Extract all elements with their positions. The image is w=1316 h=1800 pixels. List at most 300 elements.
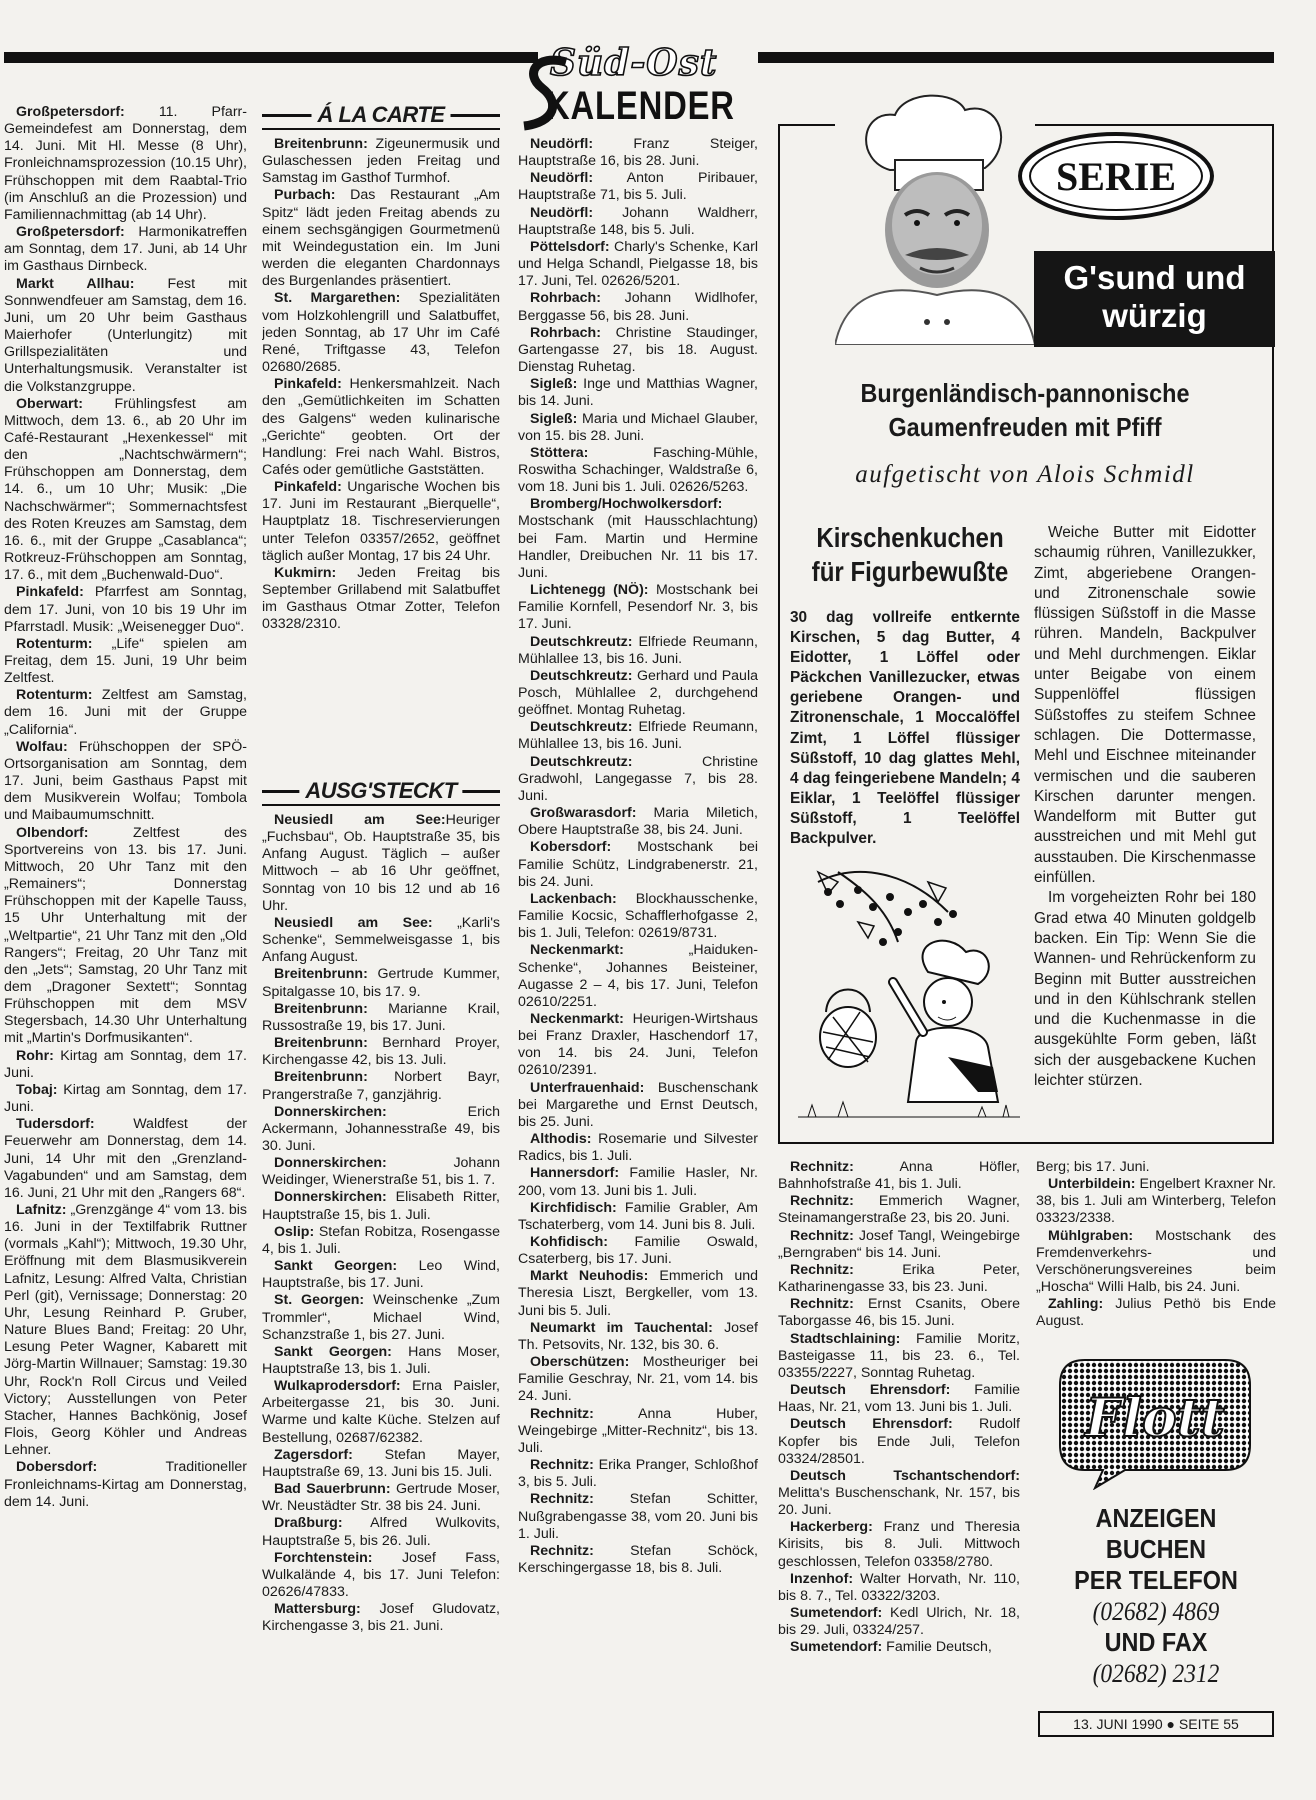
listing-text: Josef Tangl, Weingebirge „Berngraben“ bis 14. Juni. [778, 1227, 1020, 1261]
recipe-title-line1: Kirschenkuchen [816, 522, 1004, 553]
listing-text: Anna Höfler, Bahnhofstraße 41, bis 1. Juli. [778, 1159, 1020, 1193]
listing-place: Kohfidisch: [530, 1234, 609, 1250]
listing-place: Deutsch Ehrensdorf: [790, 1382, 951, 1399]
listing-place: Unterfrauenhaid: [530, 1079, 645, 1096]
listing-text: Buschenschank bei Margarethe und Ernst Deutsch, bis 25. Juni. [518, 1079, 758, 1130]
listing-text: Christine Gradwohl, Langegasse 7, bis 28. Juni. [518, 753, 758, 804]
listing-place: Deutschkreutz: [530, 753, 633, 770]
listing-text: Jeden Freitag bis September Grillabend mit Salatbuffet im Gasthaus Otmar Zotter, Telefon 03328/2310. [262, 564, 500, 633]
listing-place: Rechnitz: [530, 1457, 594, 1474]
listing-place: Oslip: [274, 1223, 315, 1240]
listing-text: Emmerich Wagner, Steinamangerstraße 23, bis 20. Juni. [778, 1193, 1020, 1227]
listing-place: Breitenbrunn: [274, 1035, 368, 1052]
listing-text: Waldfest der Feuerwehr am Donnerstag, dem 14. Juni, 14 Uhr mit den „Grenzland-Vagabunden“ und am Samstag, dem 16. Juni, 21 Uhr mit den „Rangers 68“. [4, 1116, 247, 1201]
listing-entry [4, 1048, 247, 1082]
serie-byline: aufgetischt von Alois Schmidl [855, 461, 1195, 488]
listing-text: Engelbert Kraxner Nr. 38, bis 1. Juli am Winterberg, Telefon 03323/2338. [1036, 1176, 1276, 1227]
listing-entry [518, 1080, 758, 1131]
listing-text: Bernhard Proyer, Kirchengasse 42, bis 13. Juli. [262, 1035, 500, 1069]
listing-text: Traditioneller Fronleichnams-Kirtag am Donnerstag, dem 14. Juni. [4, 1459, 247, 1510]
listing-place: St. Margarethen: [274, 290, 401, 307]
listing-place: Bromberg/Hochwolkersdorf: [530, 496, 723, 513]
listing-entry [4, 739, 247, 825]
ausgsteckt-column [262, 812, 500, 1762]
listing-entry [778, 1193, 1020, 1227]
listing-place: Rotenturm: [16, 687, 93, 704]
chef-cherry-illustration [798, 852, 1020, 1127]
listing-entry [4, 584, 247, 635]
listing-place: Stadtschlaining: [790, 1330, 901, 1347]
listing-entry [262, 1155, 500, 1189]
listing-place: Neusiedl am See: [274, 914, 433, 931]
listing-place: Hackerberg: [790, 1519, 873, 1536]
listing-entry [262, 1550, 500, 1601]
listing-text: Johann Weidinger, Wienerstraße 51, bis 1. 7. [262, 1155, 500, 1189]
listing-place: Tudersdorf: [16, 1116, 95, 1133]
listing-entry [262, 1481, 500, 1515]
a-la-carte-column [262, 136, 500, 756]
listing-place: Unterbildein: [1048, 1176, 1136, 1193]
listing-text: Heuriger „Fuchsbau“, Ob. Hauptstraße 35, bis Anfang August. Täglich – außer Mittwoch – ab 16 Uhr geöffnet, Sonntag von 10 bis 12 und ab 16 Uhr. [262, 812, 500, 914]
listing-place: Neudörfl: [530, 204, 594, 221]
listing-text: Berg; bis 17. Juni. [1036, 1159, 1150, 1175]
listing-entry [262, 1035, 500, 1069]
listing-text: Johann Waldherr, Hauptstraße 148, bis 5. Juli. [518, 204, 758, 238]
listing-entry [518, 496, 758, 582]
listing-text: Familie Moritz, Basteigasse 11, bis 23. 6., Tel. 03355/2227, Sonntag Ruhetag. [778, 1330, 1020, 1381]
listing-text: „Grenzgänge 4“ vom 13. bis 16. Juni in der Textilfabrik Ruttner (vormals „Kahl“); Mittwoch, 19.30 Uhr, Eröffnung mit dem Blasmusikverein Lafnitz, Lesung: Alfred Valta, Christian Perl (git), Vernissage; Donnerstag: 20 Uhr, Lesung Reinhard P. Gruber, Nature Blues Band; Freitag: 20 Uhr, Lesung Peter Wagner, Kabarett mit Jörg-Martin Willnauer; Samstag: 19.30 Uhr, Rock'n Roll Circus und Veiled Victory; Ausstellungen von Peter Stacher, Hannes Bachkönig, Josef Flois, Georg Köhler und Andreas Lehner. [4, 1202, 247, 1459]
listing-place: Zahling: [1048, 1296, 1104, 1313]
listing-place: Breitenbrunn: [274, 1069, 368, 1086]
listing-entry [778, 1605, 1020, 1639]
events-column-5 [1036, 1159, 1276, 1341]
listing-entry [778, 1519, 1020, 1570]
listing-text: Frühschoppen der SPÖ-Ortsorganisation am Sonntag, dem 17. Juni, beim Gasthaus Papst mit dem Musikverein Wolfau; Tombola und Maibaumumschnitt. [4, 738, 247, 824]
listing-place: Sankt Georgen: [274, 1258, 398, 1275]
listing-entry [4, 104, 247, 224]
listing-entry [262, 1001, 500, 1035]
ad-line1: ANZEIGEN [1095, 1503, 1217, 1533]
listing-entry [4, 276, 247, 396]
listing-entry [262, 1292, 500, 1343]
listing-text: Familie Hasler, Nr. 200, vom 13. Juni bis 1. Juli. [518, 1165, 758, 1199]
listing-entry [262, 1258, 500, 1292]
listing-text: Mostschank bei Familie Schütz, Lindgrabenerstr. 21, bis 24. Juni. [518, 839, 758, 890]
listing-entry [262, 1601, 500, 1635]
ad-line3: PER TELEFON [1074, 1565, 1238, 1595]
events-column-4 [778, 1159, 1020, 1749]
footer-date: 13. JUNI 1990 [1073, 1716, 1163, 1732]
listing-entry [518, 239, 758, 290]
recipe-instructions [1034, 523, 1256, 1091]
listing-text: Mostschank des Fremdenverkehrs- und Verschönerungsvereines beim „Hoscha“ Willi Halb, bis 24. Juni. [1036, 1227, 1276, 1296]
listing-text: Zeltfest des Sportvereins von 13. bis 17. Juni. Mittwoch, 20 Uhr Tanz mit den „Remainers“; Donnerstag Frühschoppen mit der Kapelle Tauss, 15 Uhr Unterhaltung mit der „Weltpartie“, 21 Uhr Tanz mit den „Old Rangers“; Freitag, 20 Uhr Tanz mit den „Jets“; Samstag, 20 Uhr Tanz mit dem „Dragoner Sextett“; Sonntag Frühschoppen mit dem MSV Stegersbach, 14.30 Uhr Unterhaltung mit „Martin's Dorfmusikanten“. [4, 824, 247, 1047]
listing-place: Sigleß: [530, 410, 578, 427]
listing-place: Markt Neuhodis: [530, 1268, 649, 1285]
listing-place: Mattersburg: [274, 1601, 361, 1618]
listing-text: „Haiduken-Schenke“, Johannes Beisteiner, Augasse 2 – 4, bis 17. Juni, Telefon 02610/2251. [518, 942, 758, 1010]
listing-text: Hans Moser, Hauptstraße 13, bis 1. Juli. [262, 1343, 500, 1377]
listing-place: Donnerskirchen: [274, 1103, 387, 1120]
listing-entry [4, 1116, 247, 1202]
listing-entry [518, 1320, 758, 1354]
listing-text: Gertrude Kummer, Spitalgasse 10, bis 17. 9. [262, 966, 500, 1000]
kalender-title: KALENDER [546, 84, 735, 128]
listing-entry [1036, 1228, 1276, 1297]
serie-badge [1016, 128, 1216, 223]
flott-logo [1055, 1350, 1255, 1490]
listing-entry [518, 445, 758, 496]
listing-entry [4, 1082, 247, 1116]
footer-page: SEITE 55 [1178, 1716, 1239, 1732]
ad-fax: (02682) 2312 [1092, 1659, 1220, 1688]
listing-text: Ernst Csanits, Obere Taborgasse 46, bis 15. Juni. [778, 1296, 1020, 1330]
listing-text: Maria Miletich, Obere Hauptstraße 38, bis 24. Juni. [518, 805, 758, 839]
listing-entry [518, 290, 758, 324]
listing-entry [518, 719, 758, 753]
listing-entry [778, 1296, 1020, 1330]
listing-entry [778, 1639, 1020, 1656]
listing-entry [778, 1382, 1020, 1416]
listing-place: Dobersdorf: [16, 1459, 98, 1476]
listing-place: Zagersdorf: [274, 1446, 353, 1463]
listing-text: Kedl Ulrich, Nr. 18, bis 29. Juli, 03324/257. [778, 1605, 1020, 1639]
listing-entry [518, 582, 758, 633]
listing-entry [518, 411, 758, 445]
section-header-ausgsteckt [262, 778, 500, 804]
listing-text: Zeltfest am Samstag, dem 16. Juni mit der Gruppe „California“. [4, 687, 247, 738]
listing-place: Oberschützen: [530, 1354, 630, 1371]
listing-place: Forchtenstein: [274, 1549, 373, 1566]
listing-entry [778, 1228, 1020, 1262]
listing-entry [262, 966, 500, 1000]
listing-entry [262, 136, 500, 187]
listing-text: Weinschenke „Zum Trommler“, Michael Wind, Schanzstraße 1, bis 27. Juni. [262, 1292, 500, 1343]
listing-text: Elisabeth Ritter, Hauptstraße 15, bis 1. Juli. [262, 1189, 500, 1223]
listing-place: Althodis: [530, 1131, 592, 1148]
listing-entry [262, 1189, 500, 1223]
listing-text: Anton Piribauer, Hauptstraße 71, bis 5. Juli. [518, 170, 758, 204]
listing-text: „Karli's Schenke“, Semmelweisgasse 1, bis Anfang August. [262, 914, 500, 966]
events-column-1 [4, 104, 247, 1754]
listing-entry [518, 634, 758, 668]
listing-entry [518, 805, 758, 839]
listing-place: Pinkafeld: [16, 584, 84, 601]
listing-entry [518, 136, 758, 170]
listing-entry [518, 839, 758, 890]
footer-separator: ● [1166, 1716, 1176, 1732]
listing-entry [518, 1457, 758, 1491]
listing-place: Sigleß: [530, 376, 578, 393]
listing-entry [262, 812, 500, 915]
recipe-instructions-p2: Im vorgeheizten Rohr bei 180 Grad etwa 40 Minuten goldgelb backen. Ein Tip: Wenn Sie die Wannen- und Rehrückenform zu Beginn mit Butter ausstreichen und in den Kühlschrank stellen und die Kuchenmasse in die ausgekühlte Form geben, läßt sich der ausgebackene Kuchen leichter stürzen. [1034, 889, 1256, 1090]
listing-text: Elfriede Reumann, Mühlallee 13, bis 16. Juni. [518, 719, 758, 753]
listing-place: Rechnitz: [530, 1491, 594, 1508]
ad-line4: UND FAX [1104, 1627, 1208, 1657]
ad-line2: BUCHEN [1105, 1534, 1207, 1564]
listing-text: Franz und Theresia Kirisits, bis 8. Juli. Mittwoch geschlossen, Telefon 03358/2780. [778, 1519, 1020, 1570]
listing-place: Rohrbach: [530, 324, 601, 341]
listing-place: Rohr: [16, 1047, 54, 1064]
listing-text: Julius Pethö bis Ende August. [1036, 1296, 1276, 1330]
listing-place: Rechnitz: [790, 1296, 854, 1313]
listing-text: Marianne Krail, Russostraße 19, bis 17. Juni. [262, 1000, 500, 1034]
listing-place: Deutschkreutz: [530, 719, 633, 736]
listing-place: Rechnitz: [790, 1261, 854, 1278]
listing-text: Melitta's Buschenschank, Nr. 157, bis 20. Juni. [778, 1484, 1020, 1519]
listing-entry [518, 1268, 758, 1319]
listing-entry [1036, 1176, 1276, 1227]
listing-entry [778, 1571, 1020, 1605]
listing-entry [4, 825, 247, 1048]
listing-entry [518, 1543, 758, 1577]
top-rule-right [758, 52, 1274, 63]
listing-entry [4, 687, 247, 738]
listing-text: „Life“ spielen am Freitag, dem 15. Juni, 19 Uhr beim Zeltfest. [4, 635, 247, 687]
listing-entry [262, 479, 500, 565]
listing-text: Mostschank bei Familie Kornfell, Pesendorf Nr. 3, bis 17. Juni. [518, 582, 758, 633]
listing-entry [262, 290, 500, 376]
listing-place: Neckenmarkt: [530, 1010, 624, 1027]
listing-text: Erika Pranger, Schloßhof 3, bis 5. Juli. [518, 1457, 758, 1491]
listing-entry [262, 376, 500, 479]
listing-text: Harmonikatreffen am Sonntag, dem 17. Juni, ab 14 Uhr im Gasthaus Dirnbeck. [4, 224, 247, 275]
listing-place: Kukmirn: [274, 564, 337, 581]
listing-text: Erika Peter, Katharinengasse 33, bis 23. Juni. [778, 1261, 1020, 1296]
listing-entry [518, 325, 758, 376]
top-rule-left [4, 52, 538, 63]
serie-headline-line2: Gaumenfreuden mit Pfiff [888, 412, 1162, 442]
serie-band-line2: würzig [1102, 297, 1207, 334]
listing-text: Walter Horvath, Nr. 110, bis 8. 7., Tel. 03322/3203. [778, 1570, 1020, 1604]
listing-place: Rechnitz: [790, 1193, 854, 1210]
listing-text: Leo Wind, Hauptstraße, bis 17. Juni. [262, 1258, 500, 1292]
listing-place: Großwarasdorf: [530, 805, 637, 822]
listing-place: Oberwart: [16, 395, 84, 412]
listing-entry [4, 224, 247, 275]
serie-headline-line1: Burgenländisch-pannonische [860, 378, 1190, 408]
listing-place: Purbach: [274, 187, 336, 204]
listing-text: Josef Gludovatz, Kirchengasse 3, bis 21. Juni. [262, 1601, 500, 1635]
listing-place: Hannersdorf: [530, 1165, 620, 1182]
listing-place: Markt Allhau: [16, 275, 135, 292]
listing-place: Pöttelsdorf: [530, 238, 610, 255]
listing-entry [262, 187, 500, 290]
listing-entry [518, 1491, 758, 1542]
listing-place: Großpetersdorf: [16, 104, 125, 120]
listing-entry [518, 205, 758, 239]
listing-place: Sumetendorf: [790, 1605, 883, 1622]
listing-place: Neckenmarkt: [530, 942, 624, 959]
listing-entry [518, 891, 758, 942]
listing-entry [518, 1200, 758, 1234]
listing-place: Pinkafeld: [274, 479, 342, 496]
listing-place: Deutsch Ehrensdorf: [790, 1416, 953, 1433]
listing-text: Pfarrfest am Sonntag, dem 17. Juni, von 10 bis 19 Uhr im Pfarrstadl. Musik: „Weisenegger Duo“. [4, 584, 247, 635]
events-column-3 [518, 136, 758, 1756]
listing-entry [518, 1406, 758, 1457]
serie-band [1034, 251, 1275, 347]
kalender-masthead [518, 44, 768, 134]
recipe-instructions-p1: Weiche Butter mit Eidotter schaumig rühren, Vanillezukker, Zimt, abgeriebene Orangen- und Zitronenschale sowie flüssigen Süßstoff in die Masse rühren. Mandeln, Backpulver und Mehl durchmengen. Eiklar unter Beigabe von einem Suppenlöffel flüssigen Süßstoffes zu steifem Schnee schlagen. Die Dottermasse, Mehl und Eischnee miteinander vermischen und die sauberen Kirschen darunter mengen. Wandelform mit Butter gut ausstreichen und mit Mehl gut ausstauben. Die Kirschenmasse einfüllen. [1034, 524, 1256, 887]
listing-text: Franz Steiger, Hauptstraße 16, bis 28. Juni. [518, 136, 758, 170]
listing-text: Norbert Bayr, Prangerstraße 7, ganzjährig. [262, 1069, 500, 1103]
listing-text: Erich Ackermann, Johannesstraße 49, bis 30. Juni. [262, 1103, 500, 1154]
listing-entry [262, 915, 500, 966]
listing-place: Rechnitz: [530, 1542, 594, 1559]
listing-entry [262, 1378, 500, 1447]
page-footer [1038, 1711, 1274, 1737]
listing-text: Fasching-Mühle, Roswitha Schachinger, Waldstraße 6, vom 18. Juni bis 1. Juli. 02626/5263. [518, 444, 758, 496]
listing-text: Christine Staudinger, Gartengasse 27, bis 18. August. Dienstag Ruhetag. [518, 324, 758, 376]
listing-place: Deutsch Tschantschendorf: [790, 1467, 1020, 1484]
listing-entry [518, 1354, 758, 1405]
listing-entry [262, 565, 500, 634]
listing-entry [262, 1344, 500, 1378]
listing-text: Mostheuriger bei Familie Geschray, Nr. 21, vom 14. bis 24. Juni. [518, 1354, 758, 1405]
listing-place: Tobaj: [16, 1081, 58, 1098]
listing-place: Großpetersdorf: [16, 224, 125, 241]
listing-place: Inzenhof: [790, 1570, 854, 1587]
listing-entry [518, 376, 758, 410]
listing-place: Lackenbach: [530, 890, 617, 907]
listing-entry [778, 1159, 1020, 1193]
listing-text: Das Restaurant „Am Spitz“ lädt jeden Freitag abends zu einem sechsgängigen Gourmetmenü mit Weindegustation ein. Im Juni werden die eleganten Chardonnays des Burgenlandes präsentiert. [262, 187, 500, 290]
listing-entry [262, 1447, 500, 1481]
listing-text: Kirtag am Sonntag, dem 17. Juni. [4, 1081, 247, 1116]
listing-text: Josef Th. Petsovits, Nr. 132, bis 30. 6. [518, 1319, 758, 1353]
listing-entry [262, 1515, 500, 1549]
listing-entry [4, 1202, 247, 1459]
listing-place: Kirchfidisch: [530, 1199, 617, 1216]
listing-text: Gerhard und Paula Posch, Mühlallee 2, durchgehend geöffnet. Montag Ruhetag. [518, 667, 758, 719]
listing-text: Maria und Michael Glauber, von 15. bis 28. Juni. [518, 410, 758, 444]
listing-text: Ungarische Wochen bis 17. Juni im Restaurant „Bierquelle“, Hauptplatz 18. Tischreservierungen unter Telefon 03357/2652, geöffnet täglich außer Montag, 17 bis 24 Uhr. [262, 479, 500, 564]
listing-text: Familie Grabler, Am Tschaterberg, vom 14. Juni bis 8. Juli. [518, 1199, 758, 1233]
listing-place: Breitenbrunn: [274, 966, 368, 983]
listing-place: Pinkafeld: [274, 376, 342, 393]
listing-place: Rechnitz: [790, 1227, 854, 1244]
listing-place: Donnerskirchen: [274, 1189, 387, 1206]
listing-entry [4, 636, 247, 687]
listing-text: Josef Fass, Wulkalände 4, bis 17. Juni Telefon: 02626/47833. [262, 1549, 500, 1601]
section-title-a-la-carte: Á LA CARTE [312, 102, 451, 128]
listing-text: Zigeunermusik und Gulaschessen jeden Freitag und Samstag im Gasthof Turmhof. [262, 136, 500, 187]
listing-place: Neudörfl: [530, 170, 594, 187]
recipe-title-line2: für Figurbewußte [811, 556, 1009, 587]
listing-entry [518, 170, 758, 204]
listing-entry [262, 1104, 500, 1155]
listing-text: Emmerich und Theresia Liszt, Bergkeller, vom 13. Juni bis 5. Juli. [518, 1268, 758, 1319]
section-header-a-la-carte [262, 102, 500, 128]
listing-text: Familie Haas, Nr. 21, vom 13. Juni bis 1. Juli. [778, 1382, 1020, 1416]
listing-text: Alfred Wulkovits, Hauptstraße 5, bis 26. Juli. [262, 1515, 500, 1549]
listing-entry [518, 1011, 758, 1080]
listing-place: Rechnitz: [790, 1159, 854, 1175]
listing-place: Sankt Georgen: [274, 1343, 392, 1360]
chef-photo [835, 90, 1035, 345]
listing-place: Wulkaprodersdorf: [274, 1378, 401, 1395]
listing-text: Heurigen-Wirtshaus bei Franz Draxler, Haschendorf 17, von 14. bis 24. Juni, Telefon 02610/2391. [518, 1010, 758, 1079]
listing-place: Sumetendorf: [790, 1639, 883, 1656]
listing-text: Gertrude Moser, Wr. Neustädter Str. 38 bis 24. Juni. [262, 1481, 500, 1515]
listing-text: Anna Huber, Weingebirge „Mitter-Rechnitz“, bis 13. Juli. [518, 1405, 758, 1456]
listing-entry [778, 1331, 1020, 1382]
listing-place: Bad Sauerbrunn: [274, 1481, 391, 1498]
listing-entry [4, 1459, 247, 1510]
listing-text: Kirtag am Sonntag, dem 17. Juni. [4, 1047, 247, 1081]
listing-text: Inge und Matthias Wagner, bis 14. Juni. [518, 376, 758, 410]
kalender-top-text: Süd-Ost [550, 42, 718, 84]
listing-place: Breitenbrunn: [274, 136, 368, 152]
listing-entry [518, 1234, 758, 1268]
listing-place: Lichtenegg (NÖ): [530, 582, 649, 599]
recipe-ingredients: 30 dag vollreife entkernte Kirschen, 5 dag Butter, 4 Eidotter, 1 Löffel oder Päckchen Vanillezucker, etwas geriebene Orangen- und Zitronenschale, 1 Moccalöffel Zimt, 1 Löffel flüssiger Süßstoff, 10 dag glattes Mehl, 4 dag feingeriebene Mandeln; 4 Eiklar, 1 Teelöffel flüssiger Süßstoff, 1 Teelöffel Backpulver. [790, 609, 1020, 848]
listing-entry [518, 1131, 758, 1165]
listing-text: Henkersmahlzeit. Nach den „Gemütlichkeiten im Schatten des Galgens“ weden kulinarische „Gerichte“ geobten. Ort der Handlung: Frei nach Wahl. Bistros, Cafés oder gemütliche Gaststätten. [262, 376, 500, 478]
listing-text: Stefan Schöck, Kerschingergasse 18, bis 8. Juli. [518, 1542, 758, 1576]
serie-headline [814, 376, 1237, 444]
flott-logo-text: Flott [1085, 1388, 1225, 1449]
listing-text: Fest mit Sonnwendfeuer am Samstag, dem 16. Juni, um 20 Uhr beim Gasthaus Maierhofer (Unterlungitz) mit Grillspezialitäten und Unterhaltungsmusik. Veranstalter ist die Volkstanzgruppe. [4, 275, 247, 395]
listing-text: Erna Paisler, Arbeitergasse 21, bis 30. Juni. Warme und kalte Küche. Stelzen auf Bestellung, 02687/62382. [262, 1378, 500, 1446]
listing-entry [1036, 1159, 1276, 1176]
listing-text: Johann Widlhofer, Berggasse 56, bis 28. Juni. [518, 290, 758, 324]
listing-place: Deutschkreutz: [530, 667, 633, 684]
listing-place: Mühlgraben: [1048, 1227, 1134, 1244]
listing-text: Mostschank (mit Hausschlachtung) bei Fam. Martin und Hermine Handler, Dreibuchen Nr. 11 bis 17. Juni. [518, 513, 758, 581]
listing-entry [518, 754, 758, 805]
ad-phone: (02682) 4869 [1092, 1597, 1220, 1626]
listing-text: Familie Oswald, Csaterberg, bis 17. Juni. [518, 1234, 758, 1268]
listing-entry [778, 1468, 1020, 1519]
listing-text: Charly's Schenke, Karl und Helga Schandl, Pielgasse 18, bis 17. Juni, Tel. 02626/5201. [518, 238, 758, 290]
listing-place: Breitenbrunn: [274, 1000, 368, 1017]
listing-text: Frühlingsfest am Mittwoch, dem 13. 6., ab 20 Uhr im Café-Restaurant „Hexenkessel“ mit den „Nachtschwärmern“; Frühschoppen am Donnerstag, dem 14. 6., um 10 Uhr; Musik: „Die Nachschwärmer“; Sommernachtsfest des Roten Kreuzes am Samstag, dem 16. 6., mit der Gruppe „Casablanca“; Rotkreuz-Frühschoppen am Sonntag, 17. 6., mit dem „Buchenwald-Duo“. [4, 395, 247, 584]
listing-entry [262, 1069, 500, 1103]
listing-place: Rechnitz: [530, 1405, 594, 1422]
serie-badge-text: SERIE [1055, 154, 1177, 199]
listing-place: St. Georgen: [274, 1292, 365, 1309]
listing-text: 11. Pfarr-Gemeindefest am Donnerstag, dem 14. Juni. Mit Hl. Messe (8 Uhr), Fronleichnamsprozession (10.15 Uhr), Frühschoppen mit dem Raabtal-Trio (im Anschluß an die Prozession) und Familiennachmittag (ab 14 Uhr). [4, 104, 247, 223]
listing-entry [518, 668, 758, 719]
listing-place: Donnerskirchen: [274, 1155, 387, 1172]
listing-text: Stefan Mayer, Hauptstraße 69, 13. Juni bis 15. Juli. [262, 1446, 500, 1480]
ad-booking [1040, 1503, 1272, 1689]
listing-entry [4, 396, 247, 585]
listing-text: Rosemarie und Silvester Radics, bis 1. Juli. [518, 1131, 758, 1165]
listing-entry [518, 942, 758, 1011]
listing-place: Lafnitz: [16, 1202, 67, 1218]
listing-entry [518, 1165, 758, 1199]
listing-text: Stefan Schitter, Nußgrabengasse 38, vom 20. Juni bis 1. Juli. [518, 1491, 758, 1542]
listing-text: Familie Deutsch, [882, 1639, 992, 1656]
listing-place: Deutschkreutz: [530, 633, 633, 650]
listing-entry [262, 1224, 500, 1258]
listing-place: Kobersdorf: [530, 839, 612, 856]
listing-place: Olbendorf: [16, 824, 89, 841]
listing-place: Neumarkt im Tauchental: [530, 1319, 713, 1336]
listing-place: Neudörfl: [530, 136, 594, 152]
serie-band-line1: G'sund und [1063, 259, 1246, 296]
listing-place: Stöttera: [530, 444, 589, 461]
recipe-title [807, 521, 1013, 589]
listing-text: Spezialitäten vom Holzkohlengrill und Salatbuffet, jeden Sonntag, ab 17 Uhr im Café René, Triftgasse 43, Telefon 02680/2685. [262, 290, 500, 376]
listing-place: Draßburg: [274, 1515, 343, 1532]
section-title-ausgsteckt: AUSG'STECKT [299, 778, 462, 804]
listing-text: Rudolf Kopfer bis Ende Juli, Telefon 03324/28501. [778, 1416, 1020, 1467]
listing-text: Stefan Robitza, Rosengasse 4, bis 1. Juli. [262, 1223, 500, 1257]
